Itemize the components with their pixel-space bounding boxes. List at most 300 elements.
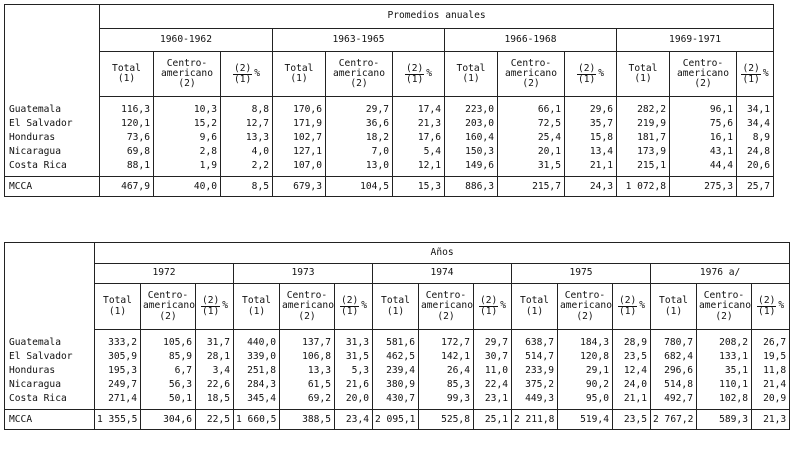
total-label: MCCA — [5, 410, 95, 430]
percent-sign: % — [598, 67, 605, 79]
col-header-line: Centro- — [425, 290, 467, 302]
col-header-line: Total — [112, 62, 141, 74]
total-cell: 23,5 — [613, 410, 651, 430]
ratio-numerator: (2) — [479, 295, 498, 307]
table-row — [5, 350, 790, 364]
row-label: Guatemala — [5, 103, 100, 117]
col-header-ratio — [752, 284, 790, 330]
ratio-denominator: (1) — [201, 306, 220, 317]
total-cell: 2 211,8 — [512, 410, 558, 430]
percent-sign: % — [762, 67, 769, 79]
data-cell: 11,8 — [752, 364, 790, 378]
data-cell: 23,1 — [474, 392, 512, 406]
data-cell: 127,1 — [273, 145, 326, 159]
data-cell: 20,6 — [737, 159, 774, 173]
col-header-line: (2) — [159, 310, 177, 322]
col-header-line: americano — [161, 67, 213, 79]
data-cell: 1,9 — [154, 159, 221, 173]
data-cell: 181,7 — [617, 131, 670, 145]
data-cell: 345,4 — [234, 392, 280, 406]
total-cell: 8,5 — [221, 177, 273, 197]
data-cell: 13,3 — [221, 131, 273, 145]
ratio-numerator: (2) — [758, 295, 776, 307]
period-header: 1975 — [512, 264, 651, 284]
period-header: 1969-1971 — [617, 29, 774, 52]
ratio-denominator: (1) — [577, 73, 596, 85]
data-cell: 29,7 — [474, 336, 512, 350]
data-cell: 106,8 — [280, 350, 335, 364]
col-header-line: (2) — [576, 310, 594, 322]
data-cell: 85,3 — [419, 378, 474, 392]
data-cell: 239,4 — [373, 364, 419, 378]
col-header-line: (1) — [525, 305, 544, 317]
col-header-total — [373, 284, 419, 330]
col-header-line: (1) — [247, 305, 266, 317]
percent-sign: % — [361, 300, 368, 312]
ratio-fraction — [757, 296, 776, 316]
data-cell: 28,9 — [613, 336, 651, 350]
sub-header-row — [5, 52, 774, 97]
total-cell: 25,1 — [474, 410, 512, 430]
table-row — [5, 117, 774, 131]
data-cell: 73,6 — [100, 131, 154, 145]
data-cell: 638,7 — [512, 336, 558, 350]
col-header-ratio — [613, 284, 651, 330]
percent-sign: % — [426, 67, 433, 79]
col-header-line: Centro- — [682, 57, 724, 69]
super-header: Años — [95, 243, 790, 264]
table-anos — [4, 242, 790, 430]
col-header-centroamericano — [154, 52, 221, 97]
row-label: Guatemala — [5, 336, 95, 350]
ratio-fraction — [201, 296, 220, 316]
total-cell: 388,5 — [280, 410, 335, 430]
data-cell: 305,9 — [95, 350, 141, 364]
data-cell: 2,2 — [221, 159, 273, 173]
col-header-line: Centro- — [286, 290, 328, 302]
col-header-line: americano — [699, 300, 751, 312]
data-cell: 12,4 — [613, 364, 651, 378]
data-cell: 18,5 — [196, 392, 234, 406]
col-header-ratio — [335, 284, 373, 330]
data-cell: 137,7 — [280, 336, 335, 350]
data-cell: 430,7 — [373, 392, 419, 406]
data-cell: 26,7 — [752, 336, 790, 350]
data-cell: 195,3 — [95, 364, 141, 378]
col-header-centroamericano — [326, 52, 393, 97]
ratio-denominator: (1) — [618, 306, 637, 317]
data-cell: 284,3 — [234, 378, 280, 392]
col-header-line: Total — [628, 62, 658, 74]
data-cell: 184,3 — [558, 336, 613, 350]
data-cell: 31,5 — [498, 159, 565, 173]
col-header-line: Total — [520, 295, 549, 307]
ratio-numerator: (2) — [742, 62, 760, 74]
col-header-line: Centro- — [147, 290, 189, 302]
data-cell: 20,0 — [335, 392, 373, 406]
total-cell: 15,3 — [393, 177, 445, 197]
data-cell: 90,2 — [558, 378, 613, 392]
col-header-line: (2) — [350, 78, 368, 90]
data-cell: 75,6 — [670, 117, 737, 131]
ratio-numerator: (2) — [577, 62, 596, 74]
data-cell: 780,7 — [651, 336, 697, 350]
col-header-line: americano — [505, 67, 557, 79]
data-cell: 223,0 — [445, 103, 498, 117]
total-cell: 886,3 — [445, 177, 498, 197]
period-header: 1972 — [95, 264, 234, 284]
ratio-denominator: (1) — [405, 73, 424, 85]
col-header-line: Centro- — [338, 57, 380, 69]
data-cell: 21,4 — [752, 378, 790, 392]
ratio-fraction — [577, 64, 596, 84]
data-cell: 110,1 — [697, 378, 752, 392]
total-cell: 304,6 — [141, 410, 196, 430]
ratio-denominator: (1) — [758, 306, 776, 317]
total-cell: 25,7 — [737, 177, 774, 197]
col-header-line: Centro- — [703, 290, 745, 302]
row-label: Honduras — [5, 131, 100, 145]
col-header-line: (2) — [694, 78, 712, 90]
data-cell: 20,9 — [752, 392, 790, 406]
data-cell: 34,1 — [737, 103, 774, 117]
ratio-fraction — [340, 296, 359, 316]
data-cell: 150,3 — [445, 145, 498, 159]
ratio-fraction — [618, 296, 637, 316]
col-header-line: americano — [677, 67, 729, 79]
data-cell: 22,6 — [196, 378, 234, 392]
data-cell: 30,7 — [474, 350, 512, 364]
col-header-line: Centro- — [166, 57, 208, 69]
data-cell: 8,9 — [737, 131, 774, 145]
data-cell: 3,4 — [196, 364, 234, 378]
table-promedios-anuales — [4, 4, 774, 197]
ratio-denominator: (1) — [479, 306, 498, 317]
data-cell: 215,1 — [617, 159, 670, 173]
col-header-line: (1) — [634, 73, 652, 84]
percent-sign: % — [222, 300, 229, 312]
percent-sign: % — [500, 300, 507, 312]
data-cell: 50,1 — [141, 392, 196, 406]
data-cell: 26,4 — [419, 364, 474, 378]
data-cell: 105,6 — [141, 336, 196, 350]
col-header-line: (2) — [178, 78, 196, 90]
data-cell: 102,8 — [697, 392, 752, 406]
col-header-line: (1) — [462, 73, 480, 84]
data-cell: 95,0 — [558, 392, 613, 406]
data-cell: 333,2 — [95, 336, 141, 350]
data-cell: 682,4 — [651, 350, 697, 364]
col-header-centroamericano — [419, 284, 474, 330]
data-cell: 339,0 — [234, 350, 280, 364]
table-row — [5, 364, 790, 378]
data-cell: 5,4 — [393, 145, 445, 159]
data-cell: 249,7 — [95, 378, 141, 392]
data-cell: 514,7 — [512, 350, 558, 364]
data-cell: 25,4 — [498, 131, 565, 145]
col-header-line: Total — [381, 295, 410, 307]
data-cell: 375,2 — [512, 378, 558, 392]
col-header-line: Total — [242, 295, 271, 307]
col-header-ratio — [393, 52, 445, 97]
data-cell: 29,7 — [326, 103, 393, 117]
col-header-total — [95, 284, 141, 330]
row-label: Nicaragua — [5, 145, 100, 159]
col-header-ratio — [196, 284, 234, 330]
col-header-centroamericano — [670, 52, 737, 97]
data-cell: 16,1 — [670, 131, 737, 145]
data-cell: 7,0 — [326, 145, 393, 159]
table-row — [5, 159, 774, 173]
data-cell: 160,4 — [445, 131, 498, 145]
col-header-line: (2) — [298, 310, 316, 322]
data-cell: 440,0 — [234, 336, 280, 350]
data-cell: 219,9 — [617, 117, 670, 131]
ratio-fraction — [233, 64, 252, 84]
ratio-numerator: (2) — [201, 295, 220, 307]
data-cell: 43,1 — [670, 145, 737, 159]
total-cell: 1 355,5 — [95, 410, 141, 430]
row-label: Costa Rica — [5, 159, 100, 173]
total-cell: 2 095,1 — [373, 410, 419, 430]
period-header: 1960-1962 — [100, 29, 273, 52]
total-cell: 24,3 — [565, 177, 617, 197]
data-cell: 12,1 — [393, 159, 445, 173]
table-row — [5, 378, 790, 392]
col-header-ratio — [474, 284, 512, 330]
data-cell: 96,1 — [670, 103, 737, 117]
data-cell: 99,3 — [419, 392, 474, 406]
data-cell: 31,7 — [196, 336, 234, 350]
col-header-total — [234, 284, 280, 330]
data-cell: 6,7 — [141, 364, 196, 378]
ratio-numerator: (2) — [618, 295, 637, 307]
data-cell: 69,8 — [100, 145, 154, 159]
total-cell: 40,0 — [154, 177, 221, 197]
col-header-line: americano — [333, 67, 385, 79]
data-cell: 133,1 — [697, 350, 752, 364]
ratio-denominator: (1) — [233, 73, 252, 85]
data-cell: 88,1 — [100, 159, 154, 173]
data-cell: 5,3 — [335, 364, 373, 378]
data-cell: 24,0 — [613, 378, 651, 392]
table-body — [5, 97, 774, 197]
data-cell: 172,7 — [419, 336, 474, 350]
data-cell: 120,1 — [100, 117, 154, 131]
col-header-ratio — [737, 52, 774, 97]
data-cell: 18,2 — [326, 131, 393, 145]
total-cell: 2 767,2 — [651, 410, 697, 430]
col-header-centroamericano — [280, 284, 335, 330]
total-row — [5, 410, 790, 430]
data-cell: 149,6 — [445, 159, 498, 173]
period-header: 1963-1965 — [273, 29, 445, 52]
total-cell: 525,8 — [419, 410, 474, 430]
data-cell: 233,9 — [512, 364, 558, 378]
data-cell: 29,6 — [565, 103, 617, 117]
data-cell: 296,6 — [651, 364, 697, 378]
total-cell: 679,3 — [273, 177, 326, 197]
data-cell: 11,0 — [474, 364, 512, 378]
col-header-centroamericano — [558, 284, 613, 330]
super-header: Promedios anuales — [100, 5, 774, 29]
col-header-line: (1) — [108, 305, 127, 317]
total-cell: 21,3 — [752, 410, 790, 430]
total-cell: 519,4 — [558, 410, 613, 430]
col-header-line: Centro- — [564, 290, 606, 302]
data-cell: 514,8 — [651, 378, 697, 392]
stub-header — [5, 5, 100, 97]
ratio-numerator: (2) — [233, 62, 252, 74]
data-cell: 12,7 — [221, 117, 273, 131]
col-header-line: Total — [284, 62, 314, 74]
data-cell: 10,3 — [154, 103, 221, 117]
period-header: 1974 — [373, 264, 512, 284]
data-cell: 35,1 — [697, 364, 752, 378]
data-cell: 20,1 — [498, 145, 565, 159]
data-cell: 23,5 — [613, 350, 651, 364]
col-header-ratio — [565, 52, 617, 97]
ratio-fraction — [479, 296, 498, 316]
total-cell: 22,5 — [196, 410, 234, 430]
percent-sign: % — [254, 67, 261, 79]
data-cell: 21,1 — [613, 392, 651, 406]
col-header-total — [617, 52, 670, 97]
data-cell: 102,7 — [273, 131, 326, 145]
col-header-line: americano — [282, 300, 334, 312]
data-cell: 2,8 — [154, 145, 221, 159]
data-cell: 462,5 — [373, 350, 419, 364]
col-header-total — [100, 52, 154, 97]
data-cell: 13,4 — [565, 145, 617, 159]
data-cell: 449,3 — [512, 392, 558, 406]
total-cell: 23,4 — [335, 410, 373, 430]
col-header-ratio — [221, 52, 273, 97]
table-row — [5, 392, 790, 406]
row-label: El Salvador — [5, 117, 100, 131]
col-header-line: americano — [143, 300, 195, 312]
data-cell: 8,8 — [221, 103, 273, 117]
ratio-fraction — [741, 64, 760, 84]
data-cell: 9,6 — [154, 131, 221, 145]
col-header-line: Total — [456, 62, 486, 74]
col-header-centroamericano — [498, 52, 565, 97]
total-cell: 589,3 — [697, 410, 752, 430]
total-cell: 275,3 — [670, 177, 737, 197]
data-cell: 203,0 — [445, 117, 498, 131]
data-cell: 69,2 — [280, 392, 335, 406]
table-row — [5, 103, 774, 117]
period-header: 1973 — [234, 264, 373, 284]
period-header: 1976 a/ — [651, 264, 790, 284]
data-cell: 28,1 — [196, 350, 234, 364]
data-cell: 4,0 — [221, 145, 273, 159]
stub-header — [5, 243, 95, 330]
col-header-line: Centro- — [510, 57, 552, 69]
total-cell: 1 072,8 — [617, 177, 670, 197]
data-cell: 56,3 — [141, 378, 196, 392]
row-label: Honduras — [5, 364, 95, 378]
data-cell: 107,0 — [273, 159, 326, 173]
data-cell: 44,4 — [670, 159, 737, 173]
data-cell: 171,9 — [273, 117, 326, 131]
data-cell: 380,9 — [373, 378, 419, 392]
data-cell: 120,8 — [558, 350, 613, 364]
total-label: MCCA — [5, 177, 100, 197]
table-body — [5, 330, 790, 430]
data-cell: 36,6 — [326, 117, 393, 131]
data-cell: 492,7 — [651, 392, 697, 406]
row-label: Costa Rica — [5, 392, 95, 406]
data-cell: 142,1 — [419, 350, 474, 364]
ratio-denominator: (1) — [340, 306, 359, 317]
col-header-line: (2) — [522, 78, 540, 90]
total-cell: 104,5 — [326, 177, 393, 197]
table-row — [5, 145, 774, 159]
data-cell: 61,5 — [280, 378, 335, 392]
ratio-numerator: (2) — [405, 62, 424, 74]
total-cell: 215,7 — [498, 177, 565, 197]
data-cell: 17,6 — [393, 131, 445, 145]
data-cell: 34,4 — [737, 117, 774, 131]
data-cell: 29,1 — [558, 364, 613, 378]
data-cell: 170,6 — [273, 103, 326, 117]
col-header-line: (1) — [386, 305, 405, 317]
col-header-line: (1) — [290, 73, 308, 84]
data-cell: 35,7 — [565, 117, 617, 131]
data-cell: 13,0 — [326, 159, 393, 173]
col-header-line: (1) — [664, 305, 683, 317]
total-cell: 467,9 — [100, 177, 154, 197]
data-cell: 173,9 — [617, 145, 670, 159]
data-cell: 17,4 — [393, 103, 445, 117]
row-label: Nicaragua — [5, 378, 95, 392]
data-cell: 31,5 — [335, 350, 373, 364]
data-cell: 24,8 — [737, 145, 774, 159]
ratio-denominator: (1) — [742, 73, 760, 85]
col-header-line: (2) — [437, 310, 455, 322]
col-header-line: Total — [103, 295, 132, 307]
period-header-row — [5, 264, 790, 284]
total-cell: 1 660,5 — [234, 410, 280, 430]
period-header-row — [5, 29, 774, 52]
data-cell: 15,8 — [565, 131, 617, 145]
col-header-centroamericano — [697, 284, 752, 330]
col-header-line: (2) — [715, 310, 733, 322]
row-label: El Salvador — [5, 350, 95, 364]
data-cell: 72,5 — [498, 117, 565, 131]
sub-header-row — [5, 284, 790, 330]
data-cell: 85,9 — [141, 350, 196, 364]
ratio-numerator: (2) — [340, 295, 359, 307]
col-header-total — [273, 52, 326, 97]
data-cell: 21,6 — [335, 378, 373, 392]
table-row — [5, 336, 790, 350]
period-header: 1966-1968 — [445, 29, 617, 52]
col-header-line: (1) — [117, 73, 136, 84]
col-header-line: americano — [421, 300, 473, 312]
percent-sign: % — [778, 300, 785, 312]
data-cell: 31,3 — [335, 336, 373, 350]
col-header-line: Total — [659, 295, 688, 307]
col-header-total — [445, 52, 498, 97]
col-header-total — [512, 284, 558, 330]
data-cell: 282,2 — [617, 103, 670, 117]
data-cell: 271,4 — [95, 392, 141, 406]
ratio-fraction — [405, 64, 424, 84]
data-cell: 15,2 — [154, 117, 221, 131]
percent-sign: % — [639, 300, 646, 312]
